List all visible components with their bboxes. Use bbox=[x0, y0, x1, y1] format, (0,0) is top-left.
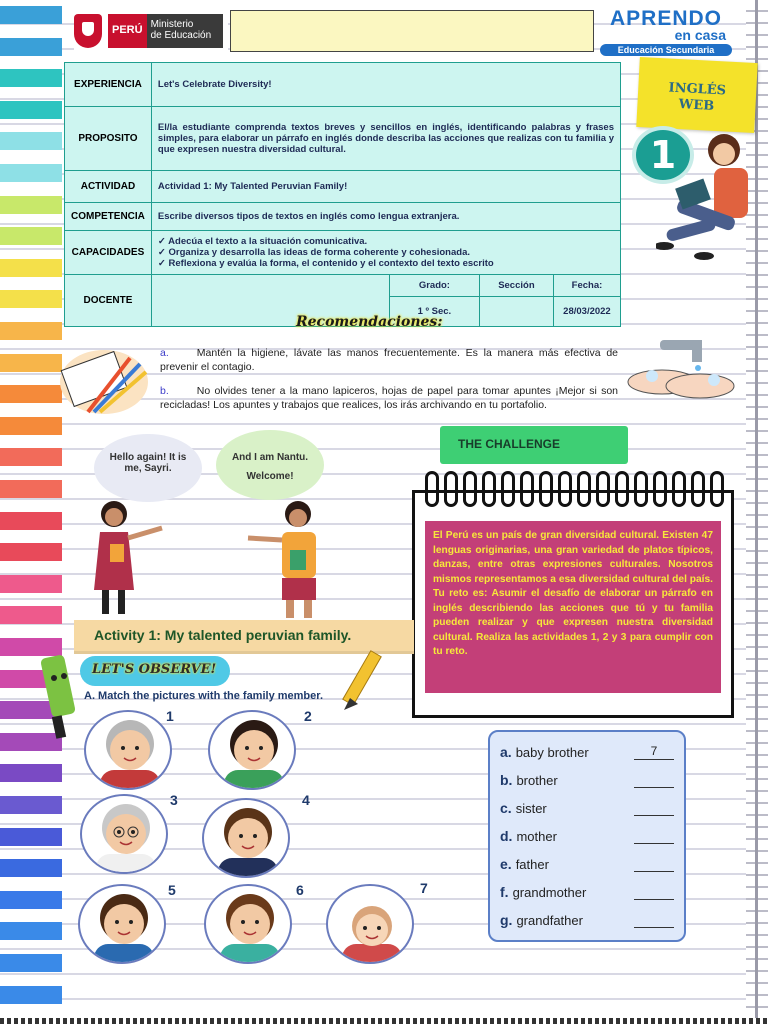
color-stripe bbox=[0, 101, 62, 119]
girl-sayri-icon bbox=[88, 498, 168, 620]
member-letter: e. bbox=[500, 856, 512, 872]
picture-number: 6 bbox=[296, 882, 304, 898]
brother-icon bbox=[78, 884, 166, 964]
picture-number: 2 bbox=[304, 708, 312, 724]
bubble-line2: Welcome! bbox=[246, 471, 294, 482]
color-stripe bbox=[0, 322, 62, 340]
picture-number: 3 bbox=[170, 792, 178, 808]
picture-number: 5 bbox=[168, 882, 176, 898]
member-name: grandmother bbox=[512, 884, 587, 900]
speech-bubble-nantu bbox=[216, 430, 324, 500]
peru-shield-icon bbox=[74, 14, 102, 48]
aprendo-en-casa-logo bbox=[600, 8, 732, 58]
family-member-list bbox=[488, 730, 686, 942]
color-stripe bbox=[0, 290, 62, 308]
girl-reading-icon bbox=[656, 128, 756, 268]
color-stripe bbox=[0, 986, 62, 1004]
member-row bbox=[500, 738, 674, 766]
bubble-line1: And I am Nantu. bbox=[231, 452, 309, 463]
coil-ring bbox=[482, 471, 496, 507]
coil-ring bbox=[558, 471, 572, 507]
actividad-value: Actividad 1: My Talented Peruvian Family! bbox=[151, 171, 620, 203]
grandmother-icon bbox=[84, 710, 172, 790]
color-stripe bbox=[0, 575, 62, 593]
member-letter: f. bbox=[500, 884, 509, 900]
member-name: father bbox=[515, 856, 549, 872]
capacidades-value bbox=[151, 231, 620, 275]
coil-ring bbox=[634, 471, 648, 507]
actividad-label: ACTIVIDAD bbox=[65, 171, 152, 203]
competencia-label: COMPETENCIA bbox=[65, 203, 152, 231]
seccion-label: Sección bbox=[479, 275, 553, 297]
capacidad-item: ✓ Adecúa el texto a la situación comunicativa. bbox=[158, 236, 614, 247]
coil-ring bbox=[577, 471, 591, 507]
grado-value: 1 º Sec. bbox=[389, 297, 479, 327]
color-stripe bbox=[0, 164, 62, 182]
baby-brother-icon bbox=[326, 884, 414, 964]
seccion-value[interactable] bbox=[479, 297, 553, 327]
color-stripe bbox=[0, 38, 62, 56]
picture-number: 7 bbox=[420, 880, 428, 896]
color-stripe bbox=[0, 448, 62, 466]
member-name: baby brother bbox=[515, 744, 589, 760]
color-stripe bbox=[0, 891, 62, 909]
color-stripe bbox=[0, 954, 62, 972]
coil-ring bbox=[672, 471, 686, 507]
capacidades-label: CAPACIDADES bbox=[65, 231, 152, 275]
color-stripe bbox=[0, 385, 62, 403]
proposito-value: El/la estudiante comprenda textos breves y sencillos en inglés, identificando palabras y frases simples, para elaborar un párrafo en inglés donde describa las acciones que realizas con tu familia y que expresen nuestra diversidad cultural. bbox=[151, 107, 620, 171]
capacidad-item: ✓ Organiza y desarrolla las ideas de forma coherente y cohesionada. bbox=[158, 247, 614, 258]
answer-blank[interactable] bbox=[634, 856, 674, 872]
answer-blank[interactable] bbox=[634, 800, 674, 816]
ministry-line1: Ministerio bbox=[150, 19, 194, 30]
experiencia-value: Let's Celebrate Diversity! bbox=[151, 63, 620, 107]
ingles-web-note bbox=[636, 57, 758, 133]
member-name: brother bbox=[516, 772, 558, 788]
member-letter: g. bbox=[500, 912, 513, 928]
experiencia-label: EXPERIENCIA bbox=[65, 63, 152, 107]
notebook-pencils-icon bbox=[58, 346, 150, 416]
coil-ring bbox=[520, 471, 534, 507]
the-challenge-button[interactable]: THE CHALLENGE bbox=[440, 426, 628, 464]
member-rows bbox=[500, 738, 674, 934]
member-name: sister bbox=[515, 800, 547, 816]
member-row bbox=[500, 878, 674, 906]
picture-number: 1 bbox=[166, 708, 174, 724]
rec-text: Mantén la higiene, lávate las manos frecuentemente. Es la manera más efectiva de prevenir el contagio. bbox=[160, 347, 618, 373]
rec-letter: b. bbox=[160, 385, 169, 397]
ministry-label bbox=[147, 14, 223, 48]
grade-number-badge: 1 bbox=[632, 126, 694, 184]
member-row bbox=[500, 850, 674, 878]
challenge-notebook bbox=[412, 490, 734, 718]
speech-bubble-sayri: Hello again! It is me, Sayri. bbox=[94, 434, 202, 502]
color-stripe bbox=[0, 828, 62, 846]
mother-icon bbox=[208, 710, 296, 790]
color-stripe bbox=[0, 417, 62, 435]
competencia-value: Escribe diversos tipos de textos en inglés como lengua extranjera. bbox=[151, 203, 620, 231]
color-stripe bbox=[0, 922, 62, 940]
lets-observe-label: LET'S OBSERVE! bbox=[80, 656, 230, 686]
color-stripe bbox=[0, 764, 62, 782]
picture-number: 4 bbox=[302, 792, 310, 808]
match-instruction: A. Match the pictures with the family member. bbox=[84, 690, 323, 702]
fecha-value: 28/03/2022 bbox=[553, 297, 620, 327]
coil-ring bbox=[539, 471, 553, 507]
proposito-label: PROPOSITO bbox=[65, 107, 152, 171]
member-name: grandfather bbox=[516, 912, 583, 928]
coil-ring bbox=[615, 471, 629, 507]
member-row bbox=[500, 822, 674, 850]
color-stripe bbox=[0, 6, 62, 24]
answer-blank[interactable] bbox=[634, 912, 674, 928]
coil-ring bbox=[501, 471, 515, 507]
member-row bbox=[500, 906, 674, 934]
coil-ring bbox=[444, 471, 458, 507]
brand-title: APRENDO bbox=[609, 7, 722, 30]
web-label: WEB bbox=[678, 97, 715, 114]
coil-ring bbox=[691, 471, 705, 507]
hand-washing-icon bbox=[622, 336, 738, 406]
member-letter: a. bbox=[500, 744, 512, 760]
color-stripe bbox=[0, 69, 62, 87]
color-stripe bbox=[0, 354, 62, 372]
coil-ring bbox=[653, 471, 667, 507]
recommendation-a bbox=[160, 346, 618, 374]
bottom-border bbox=[0, 1018, 768, 1024]
color-stripe bbox=[0, 796, 62, 814]
member-letter: d. bbox=[500, 828, 513, 844]
member-letter: b. bbox=[500, 772, 513, 788]
capacidades-list bbox=[158, 236, 614, 269]
docente-label: DOCENTE bbox=[65, 275, 152, 327]
color-stripe bbox=[0, 512, 62, 530]
grandfather-icon bbox=[80, 794, 168, 874]
recommendation-b bbox=[160, 384, 618, 412]
color-stripe bbox=[0, 543, 62, 561]
marker-character-icon bbox=[38, 652, 80, 742]
member-row bbox=[500, 794, 674, 822]
answer-blank[interactable] bbox=[634, 828, 674, 844]
sister-icon bbox=[204, 884, 292, 964]
coil-ring bbox=[710, 471, 724, 507]
color-stripe bbox=[0, 859, 62, 877]
recommendations-title: Recomendaciones: bbox=[296, 314, 443, 330]
color-stripe bbox=[0, 227, 62, 245]
answer-blank[interactable] bbox=[634, 772, 674, 788]
ingles-label: INGLÉS bbox=[668, 80, 727, 99]
pencil-icon bbox=[340, 646, 386, 716]
color-stripe bbox=[0, 606, 62, 624]
info-table bbox=[64, 62, 621, 327]
grado-label: Grado: bbox=[389, 275, 479, 297]
peru-label: PERÚ bbox=[108, 14, 147, 48]
brand-band: Educación Secundaria bbox=[600, 44, 732, 56]
challenge-text: El Perú es un país de gran diversidad cultural. Existen 47 lenguas originarias, una gran variedad de platos típicos, danzas, entre otras expresiones culturales. Nosotros mismos representamos a esa diversidad cultural del país. Tu reto es: Asumir el desafío de elaborar un párrafo en inglés describiendo las acciones que tú y tu familia pueden realizar y que expresen nuestra diversidad cultural. Realiza las actividades 1, 2 y 3 para cumplir con tu reto. bbox=[425, 521, 721, 693]
ministry-line2: de Educación bbox=[150, 30, 212, 41]
ministry-logo bbox=[74, 12, 228, 50]
coil-ring bbox=[463, 471, 477, 507]
color-stripe bbox=[0, 132, 62, 150]
fecha-label: Fecha: bbox=[553, 275, 620, 297]
capacidad-item: ✓ Reflexiona y evalúa la forma, el contenido y el contexto del texto escrito bbox=[158, 258, 614, 269]
rec-letter: a. bbox=[160, 347, 169, 359]
father-icon bbox=[202, 798, 290, 878]
color-stripe bbox=[0, 259, 62, 277]
member-name: mother bbox=[516, 828, 557, 844]
title-box bbox=[230, 10, 594, 52]
rec-text: No olvides tener a la mano lapiceros, hojas de papel para tomar apuntes ¡Mejor si son recicladas! Los apuntes y trabajos que realices, los irás archivando en tu portafolio. bbox=[160, 385, 618, 411]
boy-nantu-icon bbox=[244, 498, 328, 622]
coil-ring bbox=[596, 471, 610, 507]
member-letter: c. bbox=[500, 800, 512, 816]
member-row bbox=[500, 766, 674, 794]
color-stripe bbox=[0, 196, 62, 214]
coil-ring bbox=[425, 471, 439, 507]
color-stripe bbox=[0, 480, 62, 498]
brand-subtitle: en casa bbox=[674, 27, 726, 43]
answer-blank[interactable] bbox=[634, 884, 674, 900]
activity-banner: Activity 1: My talented peruvian family. bbox=[74, 620, 414, 654]
answer-blank[interactable]: 7 bbox=[634, 744, 674, 760]
